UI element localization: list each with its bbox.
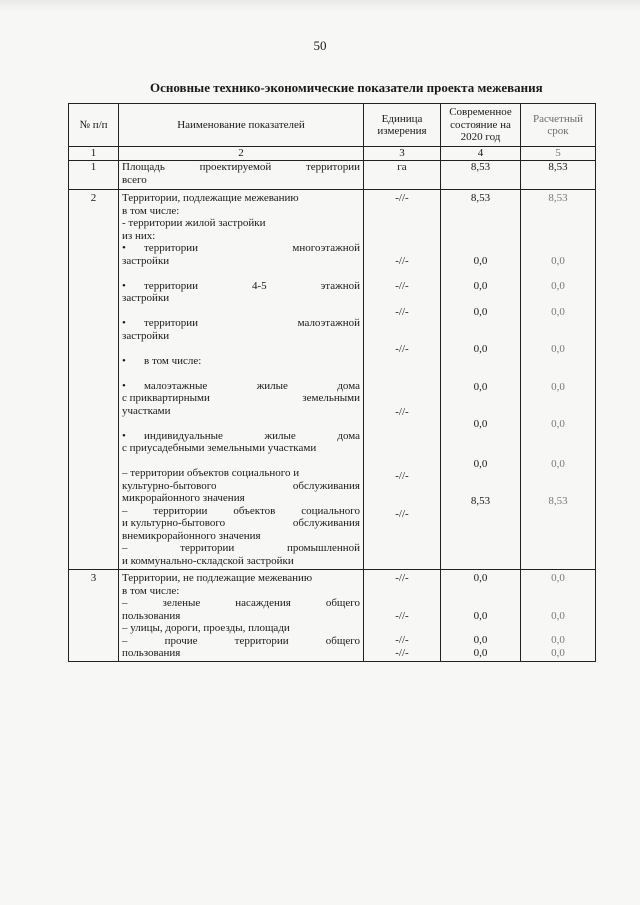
text: Площадь [122, 161, 165, 173]
projected-value: 0,0 [551, 609, 565, 622]
text: дома [337, 429, 360, 442]
current-value: 0,0 [473, 418, 488, 430]
current-value: 0,0 [473, 254, 488, 267]
projected-value: 0,0 [551, 343, 565, 355]
projected-value: 0,0 [551, 418, 565, 430]
text: земельными [302, 392, 360, 404]
current-value: 8,53 [470, 192, 491, 204]
projected-value: 0,0 [551, 254, 565, 267]
projected-value: 0,0 [551, 457, 565, 470]
row-projected [521, 570, 596, 662]
current-value: 8,53 [470, 495, 491, 507]
unit-value: -//- [395, 507, 409, 520]
row-projected [521, 190, 596, 570]
bullet-icon: • [122, 279, 126, 292]
projected-value: 8,53 [548, 495, 568, 507]
text: территории [180, 542, 235, 554]
text: малоэтажной [297, 317, 360, 329]
text: Территории, подлежащие межеванию [122, 192, 299, 204]
row-index: 1 [69, 161, 119, 190]
text: пользования [122, 647, 181, 659]
spacer [122, 417, 360, 430]
text: промышленной [286, 542, 360, 554]
projected-value: 0,0 [551, 572, 565, 584]
text: индивидуальные [144, 429, 223, 442]
column-number: 4 [441, 147, 521, 161]
projected-value: 0,0 [551, 634, 565, 646]
text: с приусадебными земельными участками [122, 442, 317, 454]
projected-value: 0,0 [551, 380, 565, 393]
text: обслуживания [292, 479, 360, 492]
unit-value: -//- [395, 634, 409, 646]
text: застройки [122, 292, 170, 304]
text-line [122, 635, 360, 648]
unit-value: -//- [395, 254, 409, 267]
text: застройки [122, 329, 170, 342]
row-index: 3 [69, 570, 119, 662]
unit-value: -//- [395, 572, 409, 584]
text: Территории, не подлежащие межеванию [122, 572, 313, 584]
scan-edge [0, 0, 640, 12]
text: 4-5 [251, 279, 267, 292]
row-unit [364, 570, 441, 662]
text: – улицы, дороги, проезды, площади [122, 622, 290, 634]
column-number: 5 [521, 147, 596, 161]
header-current: Современное состояние на 2020 год [441, 104, 521, 147]
page-number: 50 [313, 38, 327, 53]
text: общего [325, 597, 360, 609]
bullet-line [122, 380, 360, 393]
text: этажной [320, 279, 360, 292]
header-unit: Единица измерения [364, 104, 441, 147]
indicators-table [68, 103, 596, 662]
text: насаждения [235, 597, 291, 609]
text: и культурно-бытового [122, 517, 226, 529]
text-line [122, 480, 360, 493]
text: жилые [256, 379, 288, 392]
spacer [122, 367, 360, 380]
bullet-line [122, 280, 360, 293]
text: обслуживания [292, 517, 360, 529]
text: социального [301, 504, 360, 517]
column-number: 1 [69, 147, 119, 161]
text: общего [325, 634, 360, 647]
text: территории [305, 161, 360, 173]
text: с приквартирными [122, 392, 210, 404]
current-value: 0,0 [473, 646, 488, 659]
bullet-line [122, 242, 360, 255]
text: и коммунально-складской застройки [122, 554, 294, 567]
current-value: 0,0 [473, 572, 488, 584]
text: внемикрорайонного значения [122, 529, 261, 542]
row-current [441, 190, 521, 570]
text: зеленые [162, 597, 201, 609]
column-number: 2 [119, 147, 364, 161]
bullet-icon: • [122, 379, 126, 392]
text: дома [337, 379, 360, 392]
row-current [441, 570, 521, 662]
row-name [119, 161, 364, 190]
unit-value: -//- [395, 192, 409, 204]
row-unit: га [364, 161, 441, 190]
projected-value: 0,0 [551, 646, 565, 659]
table-row [69, 570, 596, 662]
document-title: Основные технико-экономические показатели проекта межевания [150, 80, 543, 95]
spacer [122, 455, 360, 468]
text-line [122, 505, 360, 518]
text: пользования [122, 609, 181, 622]
unit-value: -//- [395, 405, 409, 418]
spacer [122, 267, 360, 280]
bullet-icon: • [122, 429, 126, 442]
current-value: 0,0 [473, 609, 488, 622]
row-name [119, 570, 364, 662]
text-line [122, 597, 360, 610]
text: территории [144, 279, 199, 292]
text: участками [122, 404, 171, 417]
text-line [122, 517, 360, 530]
text: – территории объектов социального и [122, 467, 300, 479]
row-current: 8,53 [441, 161, 521, 190]
row-name [119, 190, 364, 570]
text: территории [234, 634, 289, 647]
text-line [122, 542, 360, 555]
row-index: 2 [69, 190, 119, 570]
column-number-row [69, 147, 596, 161]
unit-value: -//- [395, 646, 409, 659]
current-value: 0,0 [473, 457, 488, 470]
text: – [122, 504, 128, 517]
text: – [122, 634, 128, 647]
bullet-icon: • [122, 242, 126, 254]
current-value: 0,0 [473, 634, 488, 646]
column-number: 3 [364, 147, 441, 161]
text: – [122, 597, 128, 609]
text: – [122, 542, 128, 554]
projected-value: 0,0 [551, 280, 565, 292]
text: всего [122, 173, 147, 186]
text: территории [153, 504, 208, 517]
unit-value: -//- [395, 343, 409, 355]
table-header-row [69, 104, 596, 147]
text-line [122, 392, 360, 405]
bullet-icon: • [122, 317, 126, 329]
header-index: № п/п [69, 104, 119, 147]
text: территории [144, 317, 199, 329]
text: микрорайонного значения [122, 492, 245, 504]
bullet-line [122, 430, 360, 443]
current-value: 0,0 [473, 343, 488, 355]
unit-value: -//- [395, 280, 409, 292]
table-row [69, 190, 596, 570]
bullet-line [122, 355, 360, 368]
row-projected: 8,53 [521, 161, 596, 190]
text: - территории жилой застройки [122, 217, 266, 229]
current-value: 0,0 [473, 280, 488, 292]
text: малоэтажные [144, 379, 208, 392]
text: проектируемой [199, 161, 272, 173]
header-name: Наименование показателей [119, 104, 364, 147]
unit-value: -//- [395, 609, 409, 622]
projected-value: 8,53 [548, 192, 568, 204]
text: в том числе: [122, 584, 180, 597]
text: в том числе: [144, 354, 202, 367]
text: прочие [164, 634, 198, 647]
text: в том числе: [122, 204, 180, 217]
header-projected: Расчетный срок [521, 104, 596, 147]
current-value: 0,0 [473, 380, 488, 393]
text: культурно-бытового [122, 479, 217, 492]
bullet-line [122, 317, 360, 330]
text: застройки [122, 254, 170, 267]
text: объектов [233, 504, 276, 517]
projected-value: 0,0 [551, 305, 565, 318]
table-row [69, 161, 596, 190]
spacer [122, 342, 360, 355]
text: многоэтажной [292, 242, 360, 254]
text: из них: [122, 229, 156, 242]
bullet-icon: • [122, 354, 126, 367]
current-value: 0,0 [473, 305, 488, 318]
text: жилые [264, 429, 296, 442]
spacer [122, 305, 360, 318]
row-unit [364, 190, 441, 570]
text: территории [144, 242, 199, 254]
unit-value: -//- [395, 470, 409, 482]
unit-value: -//- [395, 305, 409, 318]
